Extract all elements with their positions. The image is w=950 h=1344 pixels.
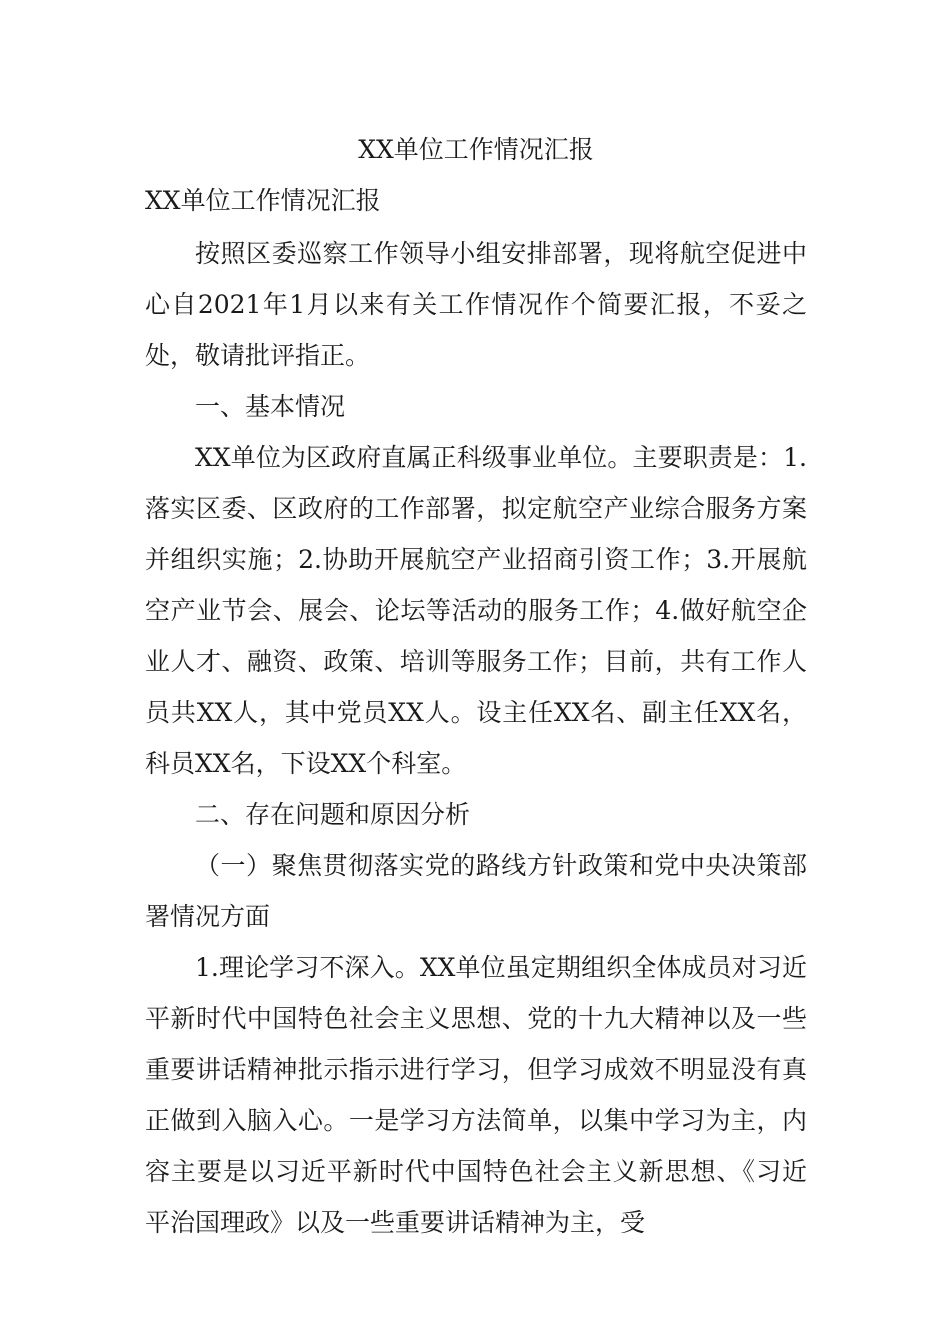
document-body <box>145 126 807 1248</box>
document-subtitle: XX单位工作情况汇报 <box>145 186 381 215</box>
document-title: XX单位工作情况汇报 <box>358 135 594 164</box>
basic-situation-paragraph: XX单位为区政府直属正科级事业单位。主要职责是：1.落实区委、区政府的工作部署，拟定航空产业综合服务方案并组织实施；2.协助开展航空产业招商引资工作；3.开展航空产业节会、展会、论坛等活动的服务工作；4.做好航空企业人才、融资、政策、培训等服务工作；目前，共有工作人员共XX人，其中党员XX人。设主任XX名、副主任XX名，科员XX名，下设XX个科室。 <box>145 443 807 778</box>
item-theory-study-paragraph: 1.理论学习不深入。XX单位虽定期组织全体成员对习近平新时代中国特色社会主义思想、党的十九大精神以及一些重要讲话精神批示指示进行学习，但学习成效不明显没有真正做到入脑入心。一是学习方法简单，以集中学习为主，内容主要是以习近平新时代中国特色社会主义新思想、《习近平治国理政》以及一些重要讲话精神为主，受 <box>145 953 807 1237</box>
section-heading-basic-situation: 一、基本情况 <box>195 392 346 421</box>
subsection-heading-policy-implementation: （一）聚焦贯彻落实党的路线方针政策和党中央决策部署情况方面 <box>145 851 807 931</box>
intro-paragraph: 按照区委巡察工作领导小组安排部署，现将航空促进中心自2021年1月以来有关工作情况作个简要汇报，不妥之处，敬请批评指正。 <box>145 239 807 370</box>
section-heading-problems: 二、存在问题和原因分析 <box>195 800 471 829</box>
